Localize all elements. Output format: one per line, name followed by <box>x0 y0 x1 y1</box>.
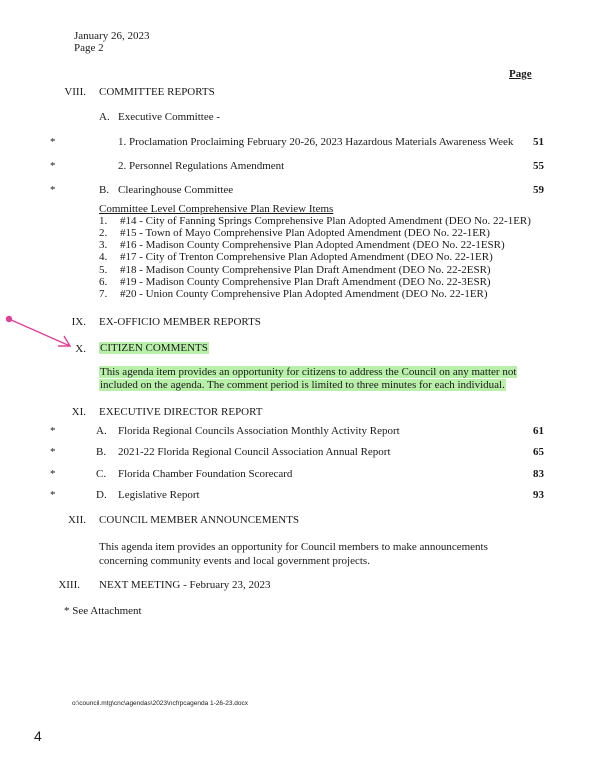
item-proclamation-page: 51 <box>533 136 544 148</box>
section-xi-item-page: 61 <box>533 425 544 437</box>
section-viii-a-title: Executive Committee - <box>118 111 221 123</box>
item-proclamation: 1. Proclamation Proclaiming February 20-26, 2023 Hazardous Materials Awareness Week <box>118 136 514 148</box>
section-xi-item-letter: A. <box>96 425 107 437</box>
section-xi-item-letter: B. <box>96 446 107 458</box>
section-viii-b-page: 59 <box>533 184 544 196</box>
section-xi-title: EXECUTIVE DIRECTOR REPORT <box>99 406 263 418</box>
section-x-description-line-2: included on the agenda. The comment period is limited to three minutes for each individual. <box>100 379 505 391</box>
section-xii-title: COUNCIL MEMBER ANNOUNCEMENTS <box>99 514 300 526</box>
review-item: #15 - Town of Mayo Comprehensive Plan Adopted Amendment (DEO No. 22-1ER) <box>120 227 490 239</box>
section-viii-number: VIII. <box>64 86 86 98</box>
section-viii-a-letter: A. <box>99 111 110 123</box>
section-xi-item-page: 65 <box>533 446 544 458</box>
attachment-star: * <box>50 184 56 196</box>
section-xi-item: Legislative Report <box>118 489 200 501</box>
review-item-number: 4. <box>99 251 108 263</box>
review-item-number: 5. <box>99 264 108 276</box>
attachment-star: * <box>50 489 56 501</box>
section-xi-item: Florida Regional Councils Association Monthly Activity Report <box>118 425 400 437</box>
page-number: 4 <box>34 728 42 744</box>
attachment-star: * <box>50 136 56 148</box>
section-xii-number: XII. <box>67 514 86 526</box>
item-personnel-regulations-page: 55 <box>533 160 544 172</box>
section-xi-item-letter: C. <box>96 468 107 480</box>
review-item-number: 3. <box>99 239 108 251</box>
section-xi-item: Florida Chamber Foundation Scorecard <box>118 468 293 480</box>
section-ix-number: IX. <box>71 316 86 328</box>
section-xi-number: XI. <box>71 406 86 418</box>
section-xi-item-letter: D. <box>96 489 107 501</box>
item-personnel-regulations: 2. Personnel Regulations Amendment <box>118 160 285 172</box>
attachment-star: * <box>50 446 56 458</box>
section-x-description-line-1: This agenda item provides an opportunity for citizens to address the Council on any matter not <box>100 366 517 378</box>
section-xi-item: 2021-22 Florida Regional Council Association Annual Report <box>118 446 391 458</box>
section-xi-item-page: 83 <box>533 468 544 480</box>
section-viii-b-title: Clearinghouse Committee <box>118 184 234 196</box>
section-xii-description: This agenda item provides an opportunity for Council members to make announcements concerning community events and local government projects. <box>99 541 488 567</box>
review-item-number: 2. <box>99 227 108 239</box>
review-item: #19 - Madison County Comprehensive Plan Draft Amendment (DEO No. 22-3ESR) <box>120 276 491 288</box>
header-date: January 26, 2023 <box>74 30 150 42</box>
review-item: #17 - City of Trenton Comprehensive Plan Adopted Amendment (DEO No. 22-1ER) <box>120 251 493 263</box>
section-x-number: X. <box>75 343 86 355</box>
attachment-star: * <box>50 425 56 437</box>
section-ix-title: EX-OFFICIO MEMBER REPORTS <box>99 316 261 328</box>
review-item: #20 - Union County Comprehensive Plan Adopted Amendment (DEO No. 22-1ER) <box>120 288 488 300</box>
attachment-star: * <box>50 160 56 172</box>
section-x-title: CITIZEN COMMENTS <box>100 342 208 354</box>
review-item-number: 7. <box>99 288 108 300</box>
review-items-heading: Committee Level Comprehensive Plan Review Items <box>99 203 334 215</box>
section-viii-title: COMMITTEE REPORTS <box>99 86 215 98</box>
review-item: #16 - Madison County Comprehensive Plan Adopted Amendment (DEO No. 22-1ESR) <box>120 239 505 251</box>
see-attachment-note: * See Attachment <box>64 605 142 617</box>
footer-file-path: o:\council.mtg\cnc\agendas\2023\ncfrpcagenda 1-26-23.docx <box>72 700 248 707</box>
attachment-star: * <box>50 468 56 480</box>
review-item: #18 - Madison County Comprehensive Plan Draft Amendment (DEO No. 22-2ESR) <box>120 264 491 276</box>
review-item: #14 - City of Fanning Springs Comprehensive Plan Adopted Amendment (DEO No. 22-1ER) <box>120 215 531 227</box>
review-item-number: 1. <box>99 215 108 227</box>
section-xiii-title: NEXT MEETING - February 23, 2023 <box>99 579 271 591</box>
section-xiii-number: XIII. <box>58 579 80 591</box>
section-xi-item-page: 93 <box>533 489 544 501</box>
review-item-number: 6. <box>99 276 108 288</box>
section-viii-b-letter: B. <box>99 184 110 196</box>
page-column-title: Page <box>509 68 532 80</box>
header-page: Page 2 <box>74 42 104 54</box>
